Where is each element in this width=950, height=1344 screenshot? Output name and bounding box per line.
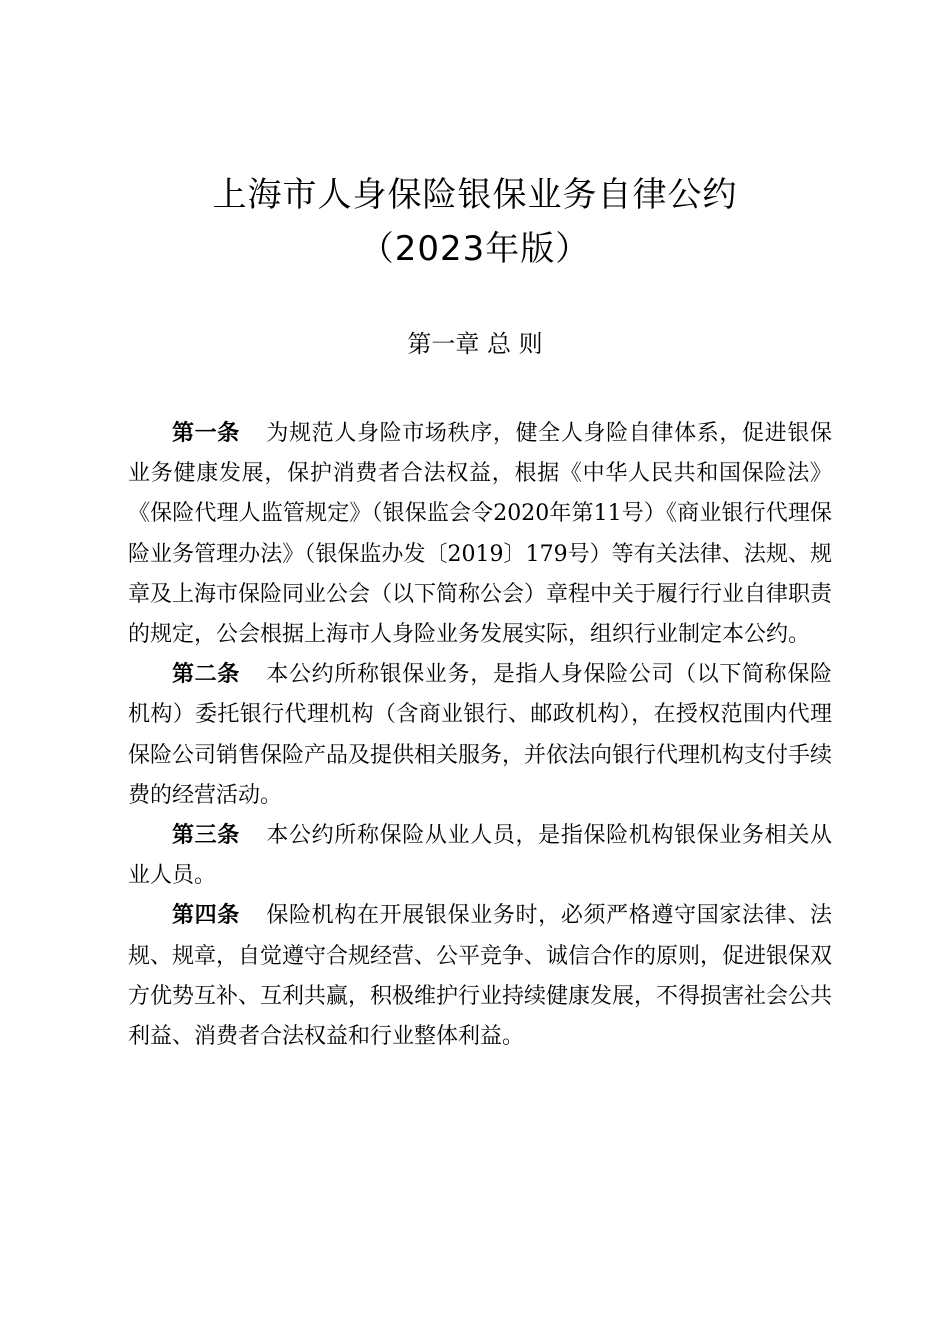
article-heading: 第二条 [172, 662, 240, 688]
title-line-version: （2023年版） [359, 229, 591, 269]
article-4 [128, 896, 832, 1057]
article-1 [128, 414, 832, 655]
article-text: 本公约所称银保业务，是指人身保险公司（以下简称保险机构）委托银行代理机构（含商业银行、邮政机构），在授权范围内代理保险公司销售保险产品及提供相关服务，并依法向银行代理机构支付手续费的经营活动。 [128, 662, 833, 808]
document-body [128, 414, 832, 1057]
title-line-main: 上海市人身保险银保业务自律公约 [212, 175, 738, 215]
article-heading: 第四条 [172, 903, 240, 929]
document-title [0, 168, 950, 276]
chapter-heading: 第一章 总 则 [407, 330, 543, 358]
article-3 [128, 816, 832, 896]
article-text: 为规范人身险市场秩序，健全人身险自律体系，促进银保业务健康发展，保护消费者合法权益，根据《中华人民共和国保险法》《保险代理人监管规定》（银保监会令2020年第11号）《商业银行代理保险业务管理办法》（银保监办发〔2019〕179号）等有关法律、法规、规章及上海市保险同业公会（以下简称公会）章程中关于履行行业自律职责的规定，公会根据上海市人身险业务发展实际，组织行业制定本公约。 [128, 421, 833, 648]
article-text: 本公约所称保险从业人员，是指保险机构银保业务相关从业人员。 [128, 823, 832, 889]
article-heading: 第一条 [172, 421, 240, 446]
article-heading: 第三条 [172, 823, 240, 849]
article-text: 保险机构在开展银保业务时，必须严格遵守国家法律、法规、规章，自觉遵守合规经营、公平竞争、诚信合作的原则，促进银保双方优势互补、互利共赢，积极维护行业持续健康发展，不得损害社会公共利益、消费者合法权益和行业整体利益。 [128, 903, 833, 1050]
article-2 [128, 655, 832, 816]
